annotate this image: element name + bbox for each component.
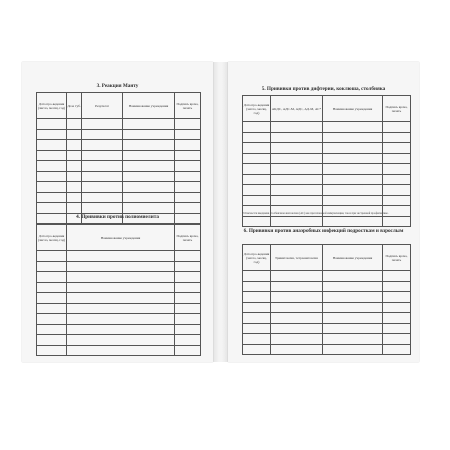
table-cell bbox=[67, 140, 82, 151]
table-cell bbox=[175, 251, 201, 262]
table-cell bbox=[175, 192, 201, 203]
table-row bbox=[37, 129, 201, 140]
table-cell bbox=[243, 174, 271, 185]
table-cell bbox=[67, 282, 175, 293]
table-row bbox=[243, 143, 411, 154]
col-signature: Подпись врача, печать bbox=[175, 93, 201, 119]
table-cell bbox=[243, 313, 271, 324]
table-cell bbox=[67, 261, 175, 272]
table-cell bbox=[383, 195, 411, 206]
table-cell bbox=[271, 143, 323, 154]
table-cell bbox=[323, 281, 383, 292]
table-cell bbox=[175, 261, 201, 272]
table-row bbox=[37, 150, 201, 161]
table-cell bbox=[383, 323, 411, 334]
table-cell bbox=[37, 293, 67, 304]
table-row bbox=[243, 292, 411, 303]
table-cell bbox=[383, 174, 411, 185]
table-cell bbox=[271, 344, 323, 355]
table-cell bbox=[37, 345, 67, 356]
polio-table bbox=[36, 224, 201, 356]
table-cell bbox=[175, 314, 201, 325]
table-cell bbox=[243, 302, 271, 313]
section-5-title: 5. Прививки против дифтерии, коклюша, столбняка bbox=[261, 86, 386, 92]
table-cell bbox=[383, 313, 411, 324]
table-cell bbox=[271, 313, 323, 324]
table-row bbox=[243, 281, 411, 292]
table-cell bbox=[243, 292, 271, 303]
table-cell bbox=[37, 314, 67, 325]
table-cell bbox=[323, 323, 383, 334]
col-date: Дата про-ведения (число, месяц, год) bbox=[243, 96, 271, 122]
table-cell bbox=[37, 272, 67, 283]
table-cell bbox=[383, 271, 411, 282]
col-date: Дата про-ведения (число, месяц, год) bbox=[37, 93, 67, 119]
table-cell bbox=[323, 271, 383, 282]
table-cell bbox=[175, 140, 201, 151]
table-cell bbox=[67, 129, 82, 140]
table-cell bbox=[243, 122, 271, 133]
table-cell bbox=[123, 182, 175, 193]
table-cell bbox=[37, 171, 67, 182]
table-cell bbox=[175, 171, 201, 182]
table-cell bbox=[67, 182, 82, 193]
mantoux-table bbox=[36, 92, 201, 224]
table-row bbox=[243, 195, 411, 206]
table-row bbox=[243, 132, 411, 143]
table-row bbox=[37, 324, 201, 335]
table-cell bbox=[37, 335, 67, 346]
table-cell bbox=[37, 203, 67, 214]
col-date: Дата про-ведения (число, месяц, год) bbox=[243, 245, 271, 271]
table-cell bbox=[37, 282, 67, 293]
table-row bbox=[243, 174, 411, 185]
table-cell bbox=[271, 334, 323, 345]
table-cell bbox=[67, 345, 175, 356]
table-row bbox=[243, 344, 411, 355]
table-cell bbox=[67, 171, 82, 182]
table-cell bbox=[175, 303, 201, 314]
table-cell bbox=[123, 150, 175, 161]
col-institution: Наименование учреждения bbox=[323, 245, 383, 271]
col-institution: Наименование учреждения bbox=[323, 96, 383, 122]
table-row bbox=[37, 171, 201, 182]
section-3-title: 3. Реакция Манту bbox=[96, 83, 139, 89]
table-cell bbox=[243, 195, 271, 206]
table-cell bbox=[271, 281, 323, 292]
section-4-title: 4. Прививки против полиомиелита bbox=[76, 214, 159, 220]
table-row bbox=[243, 216, 411, 227]
table-cell bbox=[82, 150, 123, 161]
table-cell bbox=[82, 192, 123, 203]
table-cell bbox=[82, 203, 123, 214]
table-row bbox=[37, 293, 201, 304]
table-cell bbox=[243, 132, 271, 143]
table-row bbox=[37, 182, 201, 193]
table-cell bbox=[123, 192, 175, 203]
table-cell bbox=[243, 143, 271, 154]
anaerobic-table bbox=[242, 244, 411, 355]
table-row bbox=[243, 153, 411, 164]
col-institution: Наименование учреждения bbox=[67, 225, 175, 251]
table-cell bbox=[67, 335, 175, 346]
table-cell bbox=[243, 153, 271, 164]
table-row bbox=[37, 282, 201, 293]
table-row bbox=[243, 271, 411, 282]
table-row bbox=[243, 302, 411, 313]
mantoux-rows bbox=[37, 119, 201, 224]
right-page bbox=[228, 62, 419, 362]
table-cell bbox=[383, 132, 411, 143]
table-cell bbox=[323, 302, 383, 313]
table-row bbox=[243, 122, 411, 133]
table-row bbox=[37, 261, 201, 272]
table-cell bbox=[323, 334, 383, 345]
table-cell bbox=[323, 195, 383, 206]
table-cell bbox=[37, 140, 67, 151]
left-page bbox=[22, 62, 213, 362]
table-row bbox=[37, 314, 201, 325]
col-vaccine: АКДС, АДС-М, АДС, АД-М, АС* bbox=[271, 96, 323, 122]
table-cell bbox=[175, 161, 201, 172]
table-cell bbox=[271, 153, 323, 164]
table-cell bbox=[323, 292, 383, 303]
table-row bbox=[243, 313, 411, 324]
table-cell bbox=[123, 129, 175, 140]
table-cell bbox=[175, 119, 201, 130]
table-cell bbox=[271, 271, 323, 282]
dtp-footnote: *Отмечается вводимая столбнячная анатоксина (АС) как при плановой иммунизации, так и при экстренной профилактике. bbox=[242, 212, 389, 215]
table-cell bbox=[175, 182, 201, 193]
table-cell bbox=[271, 292, 323, 303]
table-cell bbox=[123, 171, 175, 182]
table-cell bbox=[271, 164, 323, 175]
table-cell bbox=[37, 251, 67, 262]
section-6-title: 6. Прививки против анаэробных инфекций подросткам и взрослым bbox=[243, 228, 404, 234]
table-cell bbox=[67, 293, 175, 304]
table-row bbox=[243, 185, 411, 196]
table-cell bbox=[271, 174, 323, 185]
table-cell bbox=[323, 216, 383, 227]
table-cell bbox=[67, 150, 82, 161]
table-cell bbox=[323, 143, 383, 154]
table-cell bbox=[37, 119, 67, 130]
table-cell bbox=[323, 122, 383, 133]
table-cell bbox=[243, 216, 271, 227]
table-cell bbox=[383, 334, 411, 345]
table-cell bbox=[37, 261, 67, 272]
table-cell bbox=[175, 282, 201, 293]
table-cell bbox=[82, 171, 123, 182]
table-row bbox=[37, 192, 201, 203]
table-cell bbox=[175, 335, 201, 346]
table-cell bbox=[323, 153, 383, 164]
table-cell bbox=[67, 119, 82, 130]
table-cell bbox=[243, 271, 271, 282]
col-date: Дата про-ведения (число, месяц, год) bbox=[37, 225, 67, 251]
table-cell bbox=[37, 324, 67, 335]
table-row bbox=[37, 335, 201, 346]
table-cell bbox=[67, 203, 82, 214]
table-cell bbox=[37, 150, 67, 161]
table-cell bbox=[82, 161, 123, 172]
table-cell bbox=[383, 185, 411, 196]
table-cell bbox=[271, 185, 323, 196]
table-cell bbox=[383, 153, 411, 164]
table-cell bbox=[383, 281, 411, 292]
table-cell bbox=[271, 302, 323, 313]
table-cell bbox=[271, 195, 323, 206]
table-row bbox=[37, 119, 201, 130]
table-cell bbox=[323, 132, 383, 143]
table-cell bbox=[383, 302, 411, 313]
table-cell bbox=[67, 251, 175, 262]
table-cell bbox=[271, 132, 323, 143]
table-cell bbox=[37, 129, 67, 140]
anaerobic-rows bbox=[243, 271, 411, 355]
table-cell bbox=[243, 164, 271, 175]
book-gutter bbox=[213, 62, 228, 362]
table-cell bbox=[383, 292, 411, 303]
table-cell bbox=[67, 324, 175, 335]
table-cell bbox=[383, 143, 411, 154]
table-row bbox=[243, 164, 411, 175]
table-cell bbox=[175, 293, 201, 304]
table-cell bbox=[175, 150, 201, 161]
table-cell bbox=[123, 161, 175, 172]
table-cell bbox=[243, 281, 271, 292]
table-row bbox=[37, 203, 201, 214]
col-dose: Доза туб. bbox=[67, 93, 82, 119]
table-cell bbox=[82, 140, 123, 151]
table-cell bbox=[123, 140, 175, 151]
table-cell bbox=[175, 345, 201, 356]
table-cell bbox=[271, 216, 323, 227]
table-row bbox=[37, 140, 201, 151]
col-toxoid: Тринитоксин, тетраанатоксин bbox=[271, 245, 323, 271]
table-cell bbox=[37, 192, 67, 203]
table-cell bbox=[243, 323, 271, 334]
col-institution: Наименование учреждения bbox=[123, 93, 175, 119]
table-cell bbox=[67, 272, 175, 283]
table-cell bbox=[323, 185, 383, 196]
table-cell bbox=[243, 185, 271, 196]
table-cell bbox=[67, 192, 82, 203]
table-cell bbox=[323, 174, 383, 185]
col-result: Результат bbox=[82, 93, 123, 119]
table-cell bbox=[67, 161, 82, 172]
table-cell bbox=[323, 313, 383, 324]
table-row bbox=[37, 303, 201, 314]
table-cell bbox=[271, 323, 323, 334]
polio-rows bbox=[37, 251, 201, 356]
table-cell bbox=[67, 303, 175, 314]
table-cell bbox=[383, 216, 411, 227]
table-row bbox=[37, 161, 201, 172]
table-cell bbox=[383, 122, 411, 133]
table-cell bbox=[323, 164, 383, 175]
table-cell bbox=[123, 203, 175, 214]
col-signature: Подпись врача, печать bbox=[175, 225, 201, 251]
table-row bbox=[243, 334, 411, 345]
table-cell bbox=[323, 344, 383, 355]
table-cell bbox=[82, 129, 123, 140]
table-cell bbox=[243, 344, 271, 355]
table-cell bbox=[383, 344, 411, 355]
table-cell bbox=[37, 161, 67, 172]
table-cell bbox=[37, 303, 67, 314]
table-cell bbox=[175, 324, 201, 335]
table-cell bbox=[383, 164, 411, 175]
table-row bbox=[37, 345, 201, 356]
table-cell bbox=[37, 182, 67, 193]
table-cell bbox=[67, 314, 175, 325]
dtp-table bbox=[242, 95, 411, 227]
table-row bbox=[243, 323, 411, 334]
table-cell bbox=[82, 119, 123, 130]
table-cell bbox=[271, 122, 323, 133]
col-signature: Подпись врача, печать bbox=[383, 245, 411, 271]
table-row bbox=[37, 272, 201, 283]
table-row bbox=[37, 251, 201, 262]
table-cell bbox=[123, 119, 175, 130]
table-cell bbox=[243, 334, 271, 345]
table-cell bbox=[175, 129, 201, 140]
table-cell bbox=[82, 182, 123, 193]
dtp-rows bbox=[243, 122, 411, 227]
col-signature: Подпись врача, печать bbox=[383, 96, 411, 122]
table-cell bbox=[175, 203, 201, 214]
table-cell bbox=[175, 272, 201, 283]
